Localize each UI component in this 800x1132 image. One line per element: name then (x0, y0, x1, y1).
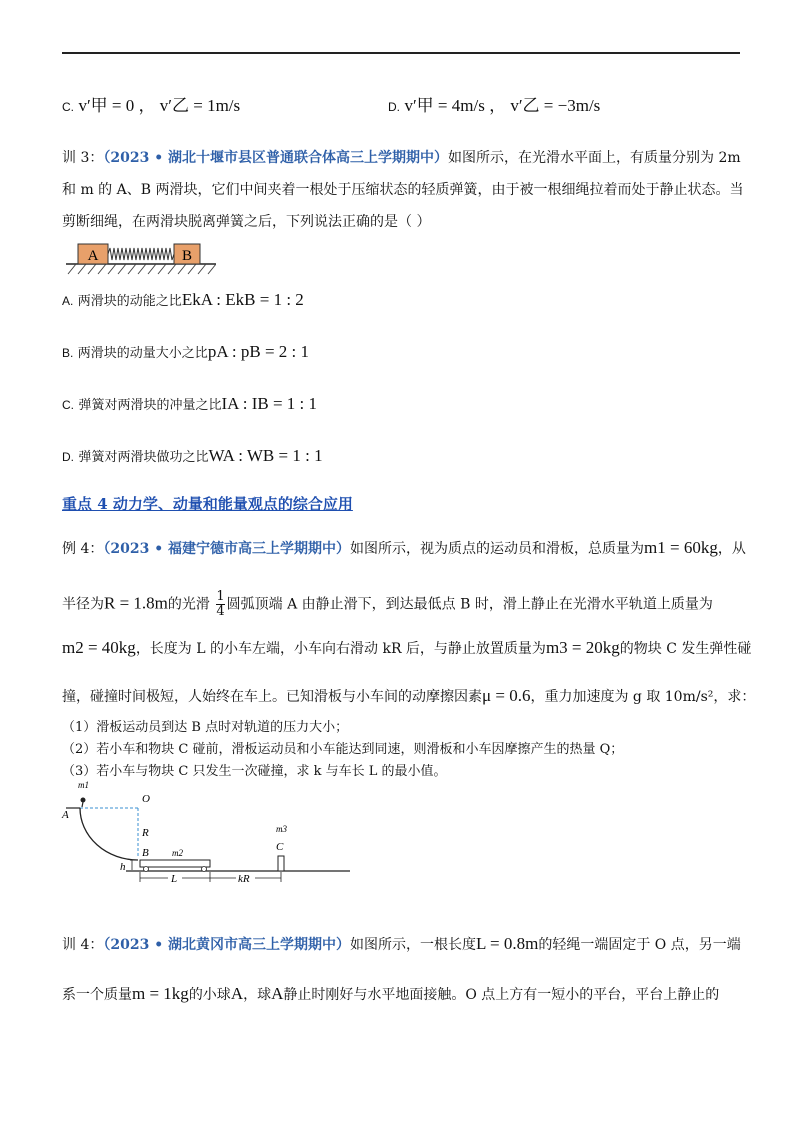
train3-line2: 和 m 的 A、B 两滑块，它们中间夹着一根处于压缩状态的轻质弹簧，由于被一根细绳拉着而处于静止状态。当 (62, 182, 744, 198)
option-d-prev: D. v′甲 = 4m/s ， v′乙 = −3m/s (388, 96, 601, 115)
train3-line3: 剪断细绳，在两滑块脱离弹簧之后，下列说法正确的是（ ） (62, 214, 431, 230)
svg-text:R: R (142, 827, 149, 839)
example4-line4: 撞，碰撞时间极短，人始终在车上。已知滑板与小车间的动摩擦因素μ = 0.6，重力加速度为 g 取 10m/s²，求： (62, 686, 756, 705)
svg-text:A: A (62, 809, 69, 821)
block-a-label: A (87, 248, 99, 264)
cart (140, 860, 210, 867)
train3-option-d: D. 弹簧对两滑块做功之比WA : WB = 1 : 1 (62, 446, 323, 465)
example4-q3: （3）若小车与物块 C 只发生一次碰撞，求 k 与车长 L 的最小值。 (62, 764, 447, 779)
example4-line1: 例 4：（2023 • 福建宁德市高三上学期期中）如图所示，视为质点的运动员和滑板，总质量为m1 = 60kg，从 (62, 538, 746, 557)
block-b-label: B (181, 248, 193, 264)
svg-text:L: L (171, 873, 178, 885)
train3-source: （2023 • 湖北十堰市县区普通联合体高三上学期期中） (103, 150, 449, 166)
spring-blocks-figure (66, 240, 216, 278)
train4-line2: 系一个质量m = 1kg的小球A，球A静止时刚好与水平地面接触。O 点上方有一短小的平台，平台上静止的 (62, 984, 720, 1003)
train3-option-a: A. 两滑块的动能之比EkA : EkB = 1 : 2 (62, 290, 304, 309)
svg-text:h: h (120, 861, 126, 873)
example4-q1: （1）滑板运动员到达 B 点时对轨道的压力大小； (62, 720, 349, 735)
svg-text:m2: m2 (172, 848, 183, 858)
section-heading: 重点 4 动力学、动量和能量观点的综合应用 (62, 495, 353, 513)
example4-line3: m2 = 40kg，长度为 L 的小车左端，小车向右滑动 kR 后，与静止放置质量为m3 = 20kg的物块 C 发生弹性碰 (62, 638, 752, 657)
block-c (278, 856, 284, 871)
svg-text:O: O (142, 793, 150, 805)
header-rule (62, 52, 740, 54)
svg-text:kR: kR (238, 873, 250, 885)
train4-source: （2023 • 湖北黄冈市高三上学期期中） (103, 937, 351, 953)
train3-option-c: C. 弹簧对两滑块的冲量之比IA : IB = 1 : 1 (62, 394, 318, 413)
train3-option-b: B. 两滑块的动量大小之比pA : pB = 2 : 1 (62, 342, 310, 361)
train3-line1: 训 3：（2023 • 湖北十堰市县区普通联合体高三上学期期中）如图所示，在光滑水平面上，有质量分别为 2m (62, 150, 741, 166)
svg-text:C: C (276, 841, 284, 853)
example4-line2: 半径为R = 1.8m的光滑 $\frac{1}{4}$ 圆弧顶端 A 由静止滑下，到达最低点 B 时，滑上静止在光滑水平轨道上质量为 (62, 589, 713, 619)
arc-cart-figure (60, 780, 350, 890)
svg-text:m3: m3 (276, 824, 287, 834)
quarter-fraction: $\frac{1}{4}$ (216, 589, 225, 619)
example4-source: （2023 • 福建宁德市高三上学期期中） (103, 541, 351, 557)
train4-line1: 训 4：（2023 • 湖北黄冈市高三上学期期中）如图所示，一根长度L = 0.8m的轻绳一端固定于 O 点，另一端 (62, 934, 741, 953)
spring (108, 248, 174, 260)
option-c-prev: C. v′甲 = 0 ， v′乙 = 1m/s (62, 96, 241, 115)
svg-text:B: B (142, 847, 149, 859)
example4-q2: （2）若小车和物块 C 碰前，滑板运动员和小车能达到同速，则滑板和小车因摩擦产生的热量 Q； (62, 742, 624, 757)
svg-text:m1: m1 (78, 780, 89, 790)
